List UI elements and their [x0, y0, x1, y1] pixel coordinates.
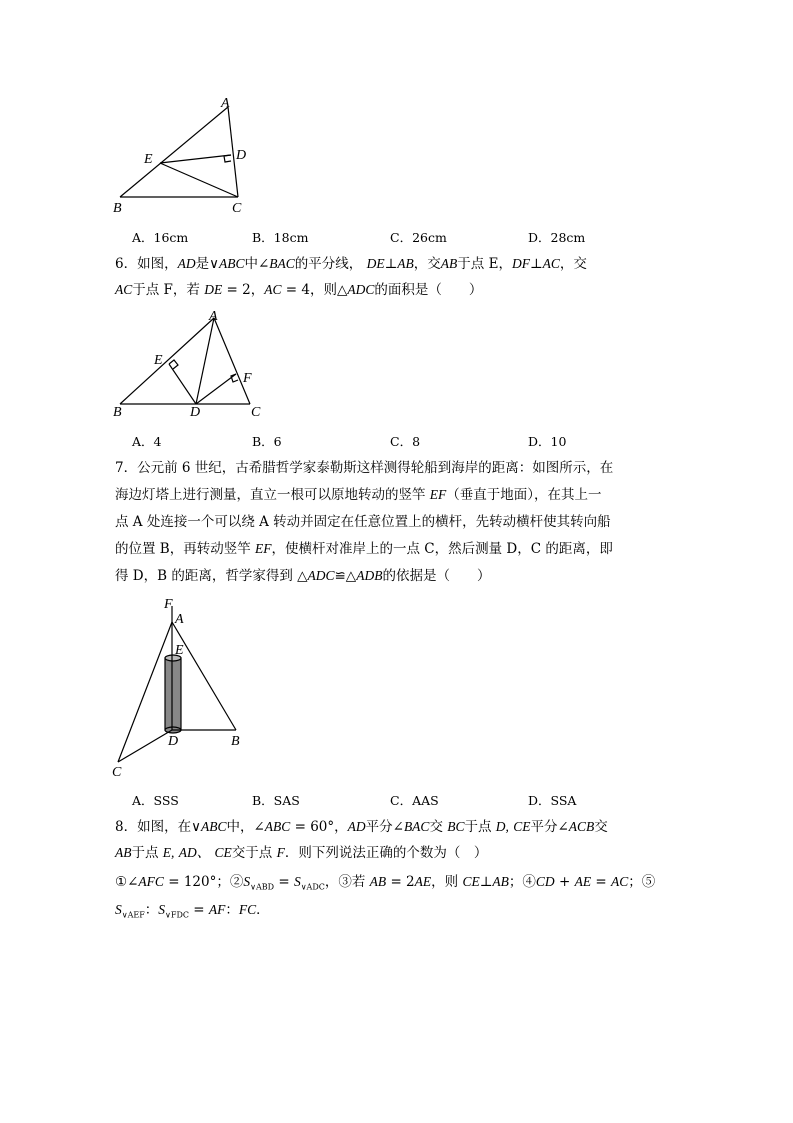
q8-math: ABC: [264, 819, 291, 834]
q7-text: ≌△: [334, 568, 357, 584]
q7-math: EF: [255, 541, 272, 556]
q6-option-b[interactable]: B．6: [252, 434, 282, 449]
q7-line-5: [115, 566, 490, 586]
q5-label-e: E: [144, 152, 153, 167]
q7-label-e: E: [175, 643, 184, 658]
q5-option-d[interactable]: D．28cm: [528, 230, 586, 245]
q6-label-d: D: [190, 405, 201, 420]
q5-label-d: D: [236, 148, 247, 163]
q8-math: AFC: [138, 874, 164, 889]
q6-text: 的面积是（ ）: [374, 282, 483, 298]
q6-figure: [110, 306, 270, 421]
q8-math: E,: [162, 845, 175, 860]
q7-option-b[interactable]: B．SAS: [252, 793, 300, 808]
q8-text: 平分∠: [365, 819, 404, 835]
q6-math: AC: [115, 282, 133, 297]
q7-pole-cylinder: [165, 658, 181, 730]
q8-math: BAC: [403, 819, 430, 834]
q7-label-f: F: [164, 597, 173, 612]
q7-line-3: [115, 512, 611, 532]
q6-line-2: [115, 280, 482, 300]
q7-text: 的位置 B，再转动竖竿: [115, 541, 256, 557]
q6-text: 中∠: [244, 256, 270, 272]
q7-math: ADB: [356, 568, 383, 583]
q8-math: AE: [414, 874, 432, 889]
q8-math: CE: [462, 874, 480, 889]
q6-label-b: B: [113, 405, 122, 420]
q8-text: 于点: [131, 845, 163, 861]
q7-text: 海边灯塔上进行测量，直立一根可以原地转动的竖竿: [115, 487, 430, 503]
q8-text: =: [274, 874, 294, 890]
q5-option-b[interactable]: B．18cm: [252, 230, 309, 245]
q6-text: 6．如图，: [115, 256, 178, 272]
q8-text: ①∠: [115, 874, 139, 890]
q8-math: AE: [574, 874, 592, 889]
q8-subscript: ∨ABD: [250, 882, 275, 892]
q7-text: ，使横杆对准岸上的一点 C，然后测量 D，C 的距离，即: [271, 541, 613, 557]
q6-math: DF: [511, 256, 530, 271]
q8-math: CD: [535, 874, 555, 889]
q7-label-a: A: [175, 612, 184, 627]
q7-label-d: D: [168, 734, 179, 749]
q8-text: 于点: [464, 819, 496, 835]
q6-label-a: A: [209, 309, 218, 324]
q5-label-a: A: [221, 96, 230, 111]
q6-text: 于点 E，: [457, 256, 512, 272]
q8-math: ACB: [568, 819, 595, 834]
q8-line-3: [115, 872, 655, 898]
q8-text: ；⑤: [628, 874, 656, 890]
q8-text: ⊥: [479, 874, 493, 890]
q6-option-a[interactable]: A．4: [132, 434, 162, 449]
q5-option-c[interactable]: C．26cm: [390, 230, 447, 245]
q6-option-c[interactable]: C．8: [390, 434, 421, 449]
q6-label-c: C: [251, 405, 261, 420]
q6-math: DE: [366, 256, 385, 271]
q8-math: AB: [492, 874, 509, 889]
q8-line-4: [115, 900, 270, 926]
q8-math: CE: [513, 819, 531, 834]
q8-text: 交: [429, 819, 448, 835]
q6-math: DE: [204, 282, 223, 297]
q8-math: AB: [115, 845, 132, 860]
q8-text: ：: [225, 902, 239, 918]
q7-text: 的依据是（ ）: [382, 568, 491, 584]
q5-option-a[interactable]: A．16cm: [132, 230, 189, 245]
q8-math: AD、: [178, 845, 211, 860]
q8-text: ，则: [431, 874, 463, 890]
q8-text: ．: [256, 902, 270, 918]
q7-math: ADC: [307, 568, 335, 583]
q6-text: = 2，: [222, 282, 265, 298]
q8-text: ．则下列说法正确的个数为（ ）: [284, 845, 488, 861]
q8-text: 交于点: [231, 845, 277, 861]
q6-text: 的平分线，: [294, 256, 363, 272]
q8-text: 交: [594, 819, 608, 835]
q6-text: 于点 F，若: [132, 282, 205, 298]
q8-text: ：: [144, 902, 159, 918]
q8-text: 平分∠: [530, 819, 569, 835]
q8-math: S: [158, 902, 166, 917]
q6-math: AD: [177, 256, 196, 271]
q6-text: ，交: [559, 256, 587, 272]
q8-math: S: [293, 874, 301, 889]
q7-line-2: [115, 485, 602, 505]
q6-label-e: E: [154, 353, 163, 368]
q7-figure: [106, 592, 256, 782]
q8-text: +: [554, 874, 575, 890]
q7-line-4: [115, 539, 613, 559]
q8-text: 中，∠: [226, 819, 265, 835]
q8-text: =: [188, 902, 209, 918]
q6-text: ，交: [413, 256, 441, 272]
q7-label-c: C: [112, 765, 122, 780]
q6-math: BAC: [269, 256, 295, 271]
q6-math: AC: [542, 256, 560, 271]
q7-math: EF: [429, 487, 447, 502]
q5-figure: [110, 92, 260, 217]
q8-math: D,: [495, 819, 509, 834]
q7-option-c[interactable]: C．AAS: [390, 793, 439, 808]
q8-text: = 60°，: [290, 819, 348, 835]
q6-math: AC: [264, 282, 282, 297]
q8-text: = 2: [386, 874, 415, 890]
q6-line-1: [115, 254, 587, 274]
q6-option-d[interactable]: D．10: [528, 434, 567, 449]
q8-math: AD: [347, 819, 366, 834]
q7-text: （垂直于地面），在其上一: [446, 487, 602, 503]
q7-label-b: B: [231, 734, 240, 749]
q8-line-1: [115, 817, 608, 837]
q8-text: 8．如图，在∨: [115, 819, 201, 835]
q6-math: ABC: [218, 256, 245, 271]
q8-math: AB: [369, 874, 387, 889]
q7-option-a[interactable]: A．SSS: [132, 793, 179, 808]
q6-text: ⊥: [529, 256, 543, 272]
q6-math: AB: [397, 256, 414, 271]
q5-label-c: C: [232, 201, 242, 216]
q8-text: = 120°；②: [163, 874, 244, 890]
q6-math: AB: [440, 256, 458, 271]
q8-text: ，③若: [324, 874, 370, 890]
q8-subscript: ∨AEF: [121, 910, 145, 920]
q8-text: =: [591, 874, 611, 890]
q7-text: 点 A 处连接一个可以绕 A 转动并固定在任意位置上的横杆，先转动横杆使其转向船: [115, 514, 611, 530]
q8-math: CE: [214, 845, 232, 860]
q8-subscript: ∨FDC: [165, 910, 189, 920]
q8-math: S: [243, 874, 251, 889]
q7-text: 7．公元前 6 世纪，古希腊哲学家泰勒斯这样测得轮船到海岸的距离：如图所示，在: [115, 460, 614, 476]
q8-math: S: [115, 902, 122, 917]
q7-text: 得 D，B 的距离，哲学家得到 △: [115, 568, 308, 584]
q8-math: AC: [610, 874, 629, 889]
q6-text: 是∨: [195, 256, 219, 272]
q6-label-f: F: [243, 371, 252, 386]
q8-math: F: [276, 845, 285, 860]
q6-text: ⊥: [384, 256, 398, 272]
q7-line-1: [115, 458, 613, 478]
q8-math: ABC: [200, 819, 227, 834]
q8-subscript: ∨ADC: [300, 882, 325, 892]
q8-math: BC: [447, 819, 465, 834]
q8-math: AF: [208, 902, 226, 917]
q6-text: = 4，则△: [281, 282, 348, 298]
q5-label-b: B: [113, 201, 122, 216]
q7-option-d[interactable]: D．SSA: [528, 793, 577, 808]
q8-line-2: [115, 843, 487, 863]
q6-math: ADC: [347, 282, 375, 297]
q8-math: FC: [238, 902, 257, 917]
q8-text: ；④: [508, 874, 536, 890]
